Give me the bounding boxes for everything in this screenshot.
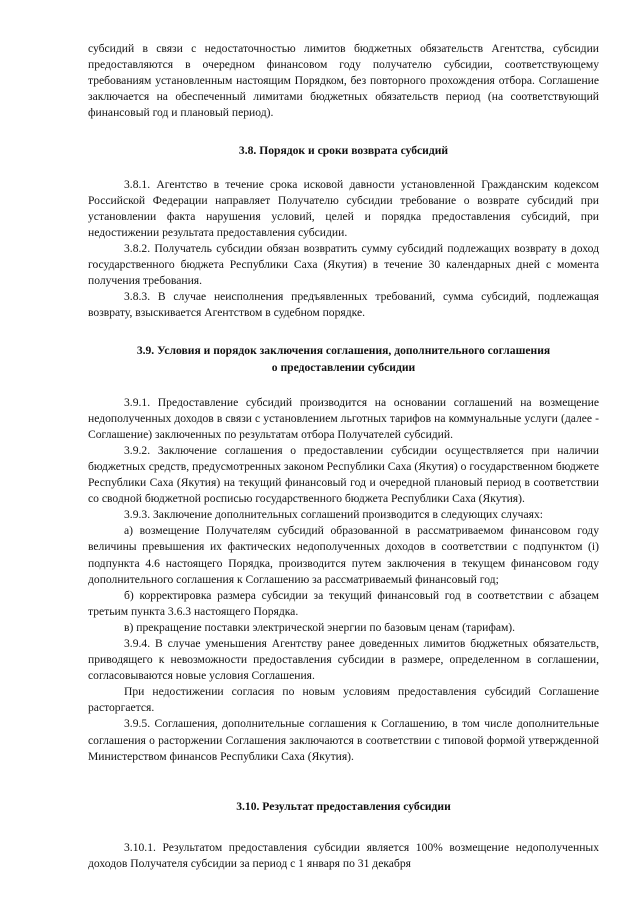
intro-paragraph: субсидий в связи с недостаточностью лимитов бюджетных обязательств Агентства, субсидии предоставляются в очередном финансовом году получателю субсидии, соответствующему требованиям установленным настоящим Порядком, без повторного прохождения отбора. Соглашение заключается на обеспеченный лимитами бюджетных обязательств период (на соответствующий финансовый год и плановый период). (88, 42, 599, 120)
paragraph-3-9-3-a: а) возмещение Получателям субсидий образованной в рассматриваемом финансовом году величины превышения их фактических недополученных доходов в соответствии с подпунктом (i) подпункта 4.6 настоящего Порядка, производится путем заключения в текущем финансовом году дополнительного соглашения к Соглашению за рассматриваемый финансовый год; (88, 524, 599, 586)
paragraph-3-8-2: 3.8.2. Получатель субсидии обязан возвратить сумму субсидий подлежащих возврату в доход государственного бюджета Республики Саха (Якутия) в течение 30 календарных дней с момента получения требования. (88, 241, 599, 288)
paragraph-3-9-5: 3.9.5. Соглашения, дополнительные соглашения к Соглашению, в том числе дополнительные соглашения о расторжении Соглашения заключаются в соответствии с типовой формой утвержденной Министерством финансов Республики Саха (Якутия). (88, 717, 599, 763)
paragraph-3-10-1: 3.10.1. Результатом предоставления субсидии является 100% возмещение недополученных доходов Получателя субсидии за период с 1 января по 31 декабря (88, 840, 599, 870)
paragraph-3-9-2: 3.9.2. Заключение соглашения о предоставлении субсидии осуществляется при наличии бюджетных средств, предусмотренных законом Республики Саха (Якутия) о государственном бюджете Республики Саха (Якутия) на текущий финансовый год и очередной плановый период в соответствии со сводной бюджетной росписью государственного бюджета Республики Саха (Якутия). (88, 443, 599, 506)
paragraph-3-9-4-continued: При недостижении согласия по новым условиям предоставления субсидий Соглашение расторгается. (88, 685, 599, 715)
paragraph-3-9-1: 3.9.1. Предоставление субсидий производится на основании соглашений на возмещение недополученных доходов в связи с установлением льготных тарифов на коммунальные услуги (далее - Соглашение) заключенных по результатам отбора Получателей субсидий. (88, 395, 599, 441)
section-3-9-heading (88, 343, 599, 375)
paragraph-3-9-3-c: в) прекращение поставки электрической энергии по базовым ценам (тарифам). (124, 620, 516, 634)
section-3-8-heading: 3.8. Порядок и сроки возврата субсидий (238, 144, 449, 158)
section-3-10-heading: 3.10. Результат предоставления субсидии (236, 799, 451, 813)
paragraph-3-9-3: 3.9.3. Заключение дополнительных соглашений производится в следующих случаях: (124, 508, 544, 522)
paragraph-3-9-4: 3.9.4. В случае уменьшения Агентству ранее доведенных лимитов бюджетных обязательств, приводящего к невозможности предоставления субсидии в размере, определенном в соглашении, согласовываются новые условия Соглашения. (88, 637, 599, 683)
section-3-9-heading-line2: о предоставлении субсидии (271, 360, 416, 374)
paragraph-3-8-3: 3.8.3. В случае неисполнения предъявленных требований, сумма субсидий, подлежащая возврату, взыскивается Агентством в судебном порядке. (88, 290, 599, 320)
paragraph-3-8-1: 3.8.1. Агентство в течение срока исковой давности установленной Гражданским кодексом Российской Федерации направляет Получателю субсидии требование о возврате субсидий при установлении факта нарушения условий, целей и порядка предоставления субсидий, при недостижении результата предоставления субсидии. (88, 177, 599, 239)
paragraph-3-9-3-b: б) корректировка размера субсидии за текущий финансовый год в соответствии с абзацем третьим пункта 3.6.3 настоящего Порядка. (88, 588, 599, 618)
section-3-9-heading-line1: 3.9. Условия и порядок заключения соглашения, дополнительного соглашения (136, 344, 551, 358)
